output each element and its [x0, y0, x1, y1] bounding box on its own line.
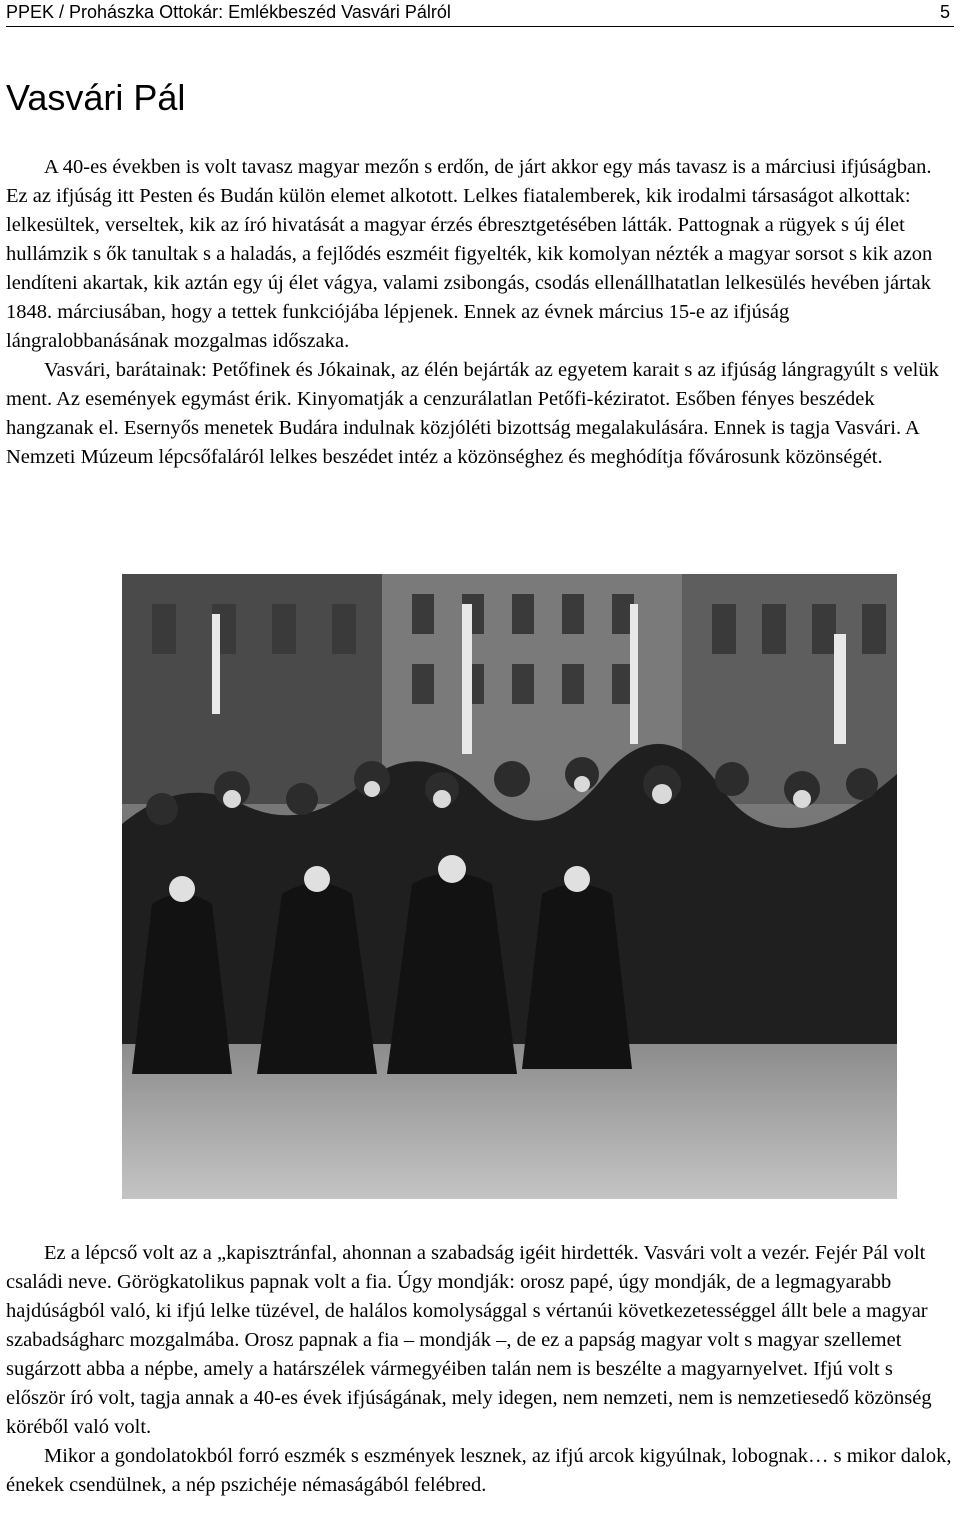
photo-illustration: [122, 574, 897, 1199]
paragraph: A 40-es években is volt tavasz magyar mezőn s erdőn, de járt akkor egy más tavasz is a márciusi ifjúságban. Ez az ifjúság itt Pesten és Budán külön elemet alkotott. Lelkes fiatalemberek, kik irodalmi társaságot alkottak: lelkesültek, verseltek, kik az író hivatását a magyar érzés ébresztgetésében látták. Pattognak a rügyek s új élet hullámzik s ők tanultak s a haladás, a fejlődés eszméit figyelték, kik komolyan nézték a magyar sorsot s kik azon lendíteni akartak, kik aztán egy új élet vágya, valami zsibongás, csodás ellenállhatatlan lelkesülés hevében jártak 1848. márciusában, hogy a tettek funkciójába lépjenek. Ennek az évnek március 15-e az ifjúság lángralobbanásának mozgalmas időszaka.: [6, 156, 933, 352]
header-title: PPEK / Prohászka Ottokár: Emlékbeszéd Vasvári Pálról: [6, 2, 451, 22]
page-title: Vasvári Pál: [6, 77, 186, 118]
body-text-top: [6, 153, 954, 472]
body-text-bottom: [6, 1239, 954, 1500]
page-header: [6, 0, 954, 27]
paragraph: Ez a lépcső volt az a „kapisztránfal, ahonnan a szabadság igéit hirdették. Vasvári volt a vezér. Fejér Pál volt családi neve. Görögkatolikus papnak volt a fia. Úgy mondják: orosz papé, úgy mondják, de a legmagyarabb hajdúságból való, ki ifjú lelke tüzével, de halálos komolysággal s vértanúi következetességgel állt bele a magyar szabadságharc mozgalmába. Orosz papnak a fia – mondják –, de ez a papság magyar volt s magyar szellemet sugárzott abba a népbe, amely a határszélek vármegyéiben talán nem is beszélte a magyarnyelvet. Ifjú volt s először író volt, tagja annak a 40-es évek ifjúságának, mely idegen, nem nemzeti, nem is nemzetiesedő közönség köréből való volt.: [6, 1242, 932, 1438]
page-number: 5: [939, 2, 950, 22]
paragraph: Vasvári, barátainak: Petőfinek és Jókainak, az élén bejárták az egyetem karait s az ifjúság lángragyúlt s velük ment. Az események egymást érik. Kinyomatják a cenzurálatlan Petőfi-kéziratot. Esőben fényes beszédek hangzanak el. Esernyős menetek Budára indulnak közjóléti bizottság megalakulására. Ennek is tagja Vasvári. A Nemzeti Múzeum lépcsőfaláról lelkes beszédet intéz a közönséghez és meghódítja fővárosunk közönségét.: [6, 359, 939, 468]
crowd-photograph: [122, 574, 897, 1199]
paragraph: Mikor a gondolatokból forró eszmék s eszmények lesznek, az ifjú arcok kigyúlnak, lobognak… s mikor dalok, énekek csendülnek, a nép pszichéje némaságából felébred.: [6, 1445, 952, 1496]
